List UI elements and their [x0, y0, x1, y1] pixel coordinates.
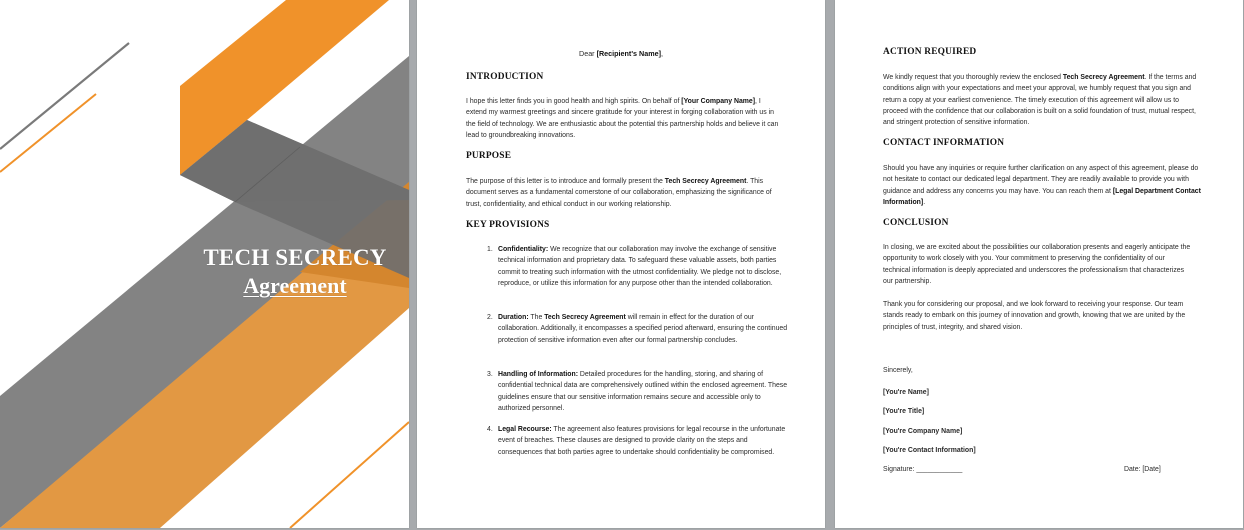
orange-accent-line [0, 94, 96, 172]
letter-page-1: Dear [Recipient's Name], INTRODUCTION I hope this letter finds you in good health and high spirits. On behalf of [Your Company Name], I extend my warmest greetings and sincere gratitude for your interest in forging collaboration with us in the field of technology. We are enthusiastic about the potential this partnership holds and believe it can lead to groundbreaking innovations. PURPOSE The purpose of this letter is to introduce and formally present the Tech Secrecy Agreement. This document serves as a fundamental cornerstone of our collaboration, emphasizing the significance of trust, confidentiality, and ethical conduct in our working relationship. KEY PROVISIONS 1. Confidentiality: We recognize that our collaboration may involve the exchange of sensitive technical information and proprietary data. To safeguard these valuable assets, both parties commit to treating such information with the utmost confidentiality. We pledge not to disclose, reproduce, or utilize this information for any purpose other than the intended collaboration. 2. Duration: The Tech Secrecy Agreement will remain in effect for the duration of our collaboration. Additionally, it encompasses a specified period afterward, ensuring the continued protection of sensitive information even after our formal partnership concludes. 3. Handling of Information: Detailed procedures for the handling, storing, and sharing of confidential technical data are comprehensively outlined within the enclosed agreement. These guidelines ensure that our sensitive information remains secure and accessible only to authorized personnel. 4. Legal Recourse: The agreement also features provisions for legal recourse in the unfortunate event of breaches. These clauses are designed to provide clarity on the steps and consequences that both parties agree to undertake should confidentiality be compromised. [417, 0, 825, 528]
sender-name-placeholder: [You're Name] [883, 389, 929, 396]
introduction-paragraph: I hope this letter finds you in good health and high spirits. On behalf of [Your Company Name], I extend my warmest greetings and sincere gratitude for your interest in forging collaboration with us in the field of technology. We are enthusiastic about the potential this partnership holds and believe it can lead to groundbreaking innovations. [466, 98, 779, 139]
signature-field: Signature: ____________ [883, 466, 963, 473]
cover-page [0, 0, 409, 528]
sender-title-placeholder: [You're Title] [883, 408, 925, 415]
heading-introduction: INTRODUCTION [466, 72, 544, 82]
cover-title [190, 244, 400, 300]
purpose-paragraph: The purpose of this letter is to introduce and formally present the Tech Secrecy Agreement. This document serves as a fundamental cornerstone of our collaboration, emphasizing the significance of trust, confidentiality, and ethical conduct in our working relationship. [466, 178, 772, 208]
heading-action-required: ACTION REQUIRED [883, 47, 977, 57]
sender-contact-placeholder: [You're Contact Information] [883, 447, 976, 454]
heading-contact-information: CONTACT INFORMATION [883, 138, 1005, 148]
gray-accent-line [0, 43, 129, 149]
date-field: Date: [Date] [1124, 466, 1161, 473]
company-name-placeholder: [Your Company Name] [681, 98, 756, 105]
closing-text: Sincerely, [883, 367, 913, 374]
recipient-name-placeholder: [Recipient's Name] [596, 49, 661, 58]
heading-purpose: PURPOSE [466, 151, 512, 161]
heading-conclusion: CONCLUSION [883, 218, 949, 228]
legal-contact-placeholder: [Legal Department Contact Information] [883, 187, 1201, 206]
greeting: Dear [Recipient's Name], [579, 49, 663, 58]
orange-accent-line-bottom [290, 422, 409, 528]
letter-page-2 [835, 0, 1243, 528]
conclusion-paragraph-2: Thank you for considering our proposal, and we look forward to receiving your response. Our team stands ready to embark on this journey of innovation and growth, knowing that we are united by the principles of trust, integrity, and shared vision. [883, 301, 1186, 331]
heading-key-provisions: KEY PROVISIONS [466, 220, 550, 230]
action-required-paragraph: We kindly request that you thoroughly review the enclosed Tech Secrecy Agreement. If the terms and conditions align with your expectations and meet your approval, we humbly request that you sign and return a copy at your earliest convenience. The timely execution of this agreement will allow us to proceed with the confidence that our collaboration is built on a solid foundation of trust, mutual respect, and stringent protection of sensitive information. [883, 74, 1197, 127]
conclusion-paragraph-1: In closing, we are excited about the possibilities our collaboration presents and eagerly anticipate the opportunity to work closely with you. Your commitment to preserving the confidentiality of our technical information is deeply appreciated and underscores the professionalism that characterizes our partnership. [883, 244, 1191, 285]
contact-paragraph: Should you have any inquiries or require further clarification on any aspect of this agreement, please do not hesitate to contact our dedicated legal department. They are readily available to provide you with guidance and address any concerns you may have. You can reach them at [Legal Department Contact Information]. [883, 165, 1201, 206]
cover-title-line2: Agreement [243, 273, 347, 298]
sender-company-placeholder: [You're Company Name] [883, 428, 963, 435]
cover-title-line1: TECH SECRECY [203, 245, 387, 270]
